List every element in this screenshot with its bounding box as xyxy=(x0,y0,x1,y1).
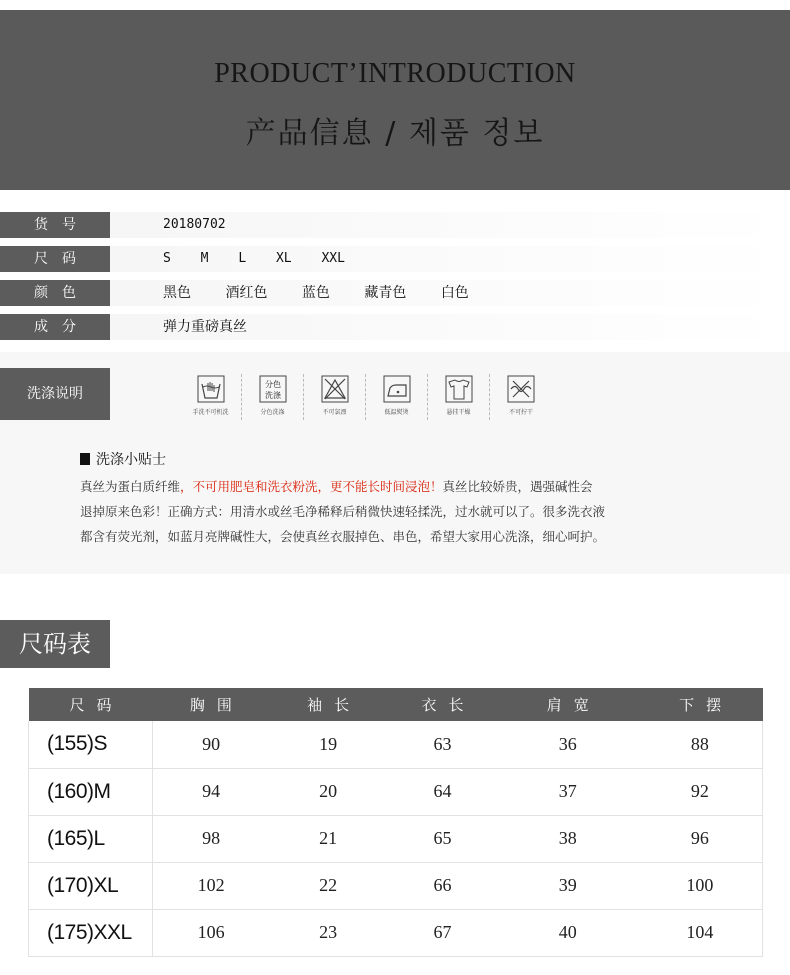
cell-sleeve: 19 xyxy=(269,721,387,768)
color-option: 藏青色 xyxy=(364,285,407,301)
cell-shoulder: 38 xyxy=(498,815,638,862)
no-bleach-icon xyxy=(320,374,350,404)
tips-title xyxy=(80,448,720,470)
size-chart-table xyxy=(28,688,763,957)
table-row xyxy=(29,815,763,862)
cell-length: 65 xyxy=(387,815,498,862)
cell-length: 63 xyxy=(387,721,498,768)
separate-wash-icon xyxy=(258,374,288,404)
cell-sleeve: 20 xyxy=(269,768,387,815)
header-hem: 下摆 xyxy=(638,688,763,721)
info-row-material xyxy=(0,314,790,340)
wash-icon-list xyxy=(180,374,552,420)
tips-body xyxy=(80,474,720,549)
size-label: 尺码 xyxy=(0,246,110,272)
item-no-value: 20180702 xyxy=(163,217,226,232)
color-option: 白色 xyxy=(440,285,469,301)
cell-shoulder: 39 xyxy=(498,862,638,909)
hang-dry-item xyxy=(428,374,490,420)
cell-length: 64 xyxy=(387,768,498,815)
cell-bust: 98 xyxy=(152,815,269,862)
info-row-item-no xyxy=(0,212,790,238)
cell-sleeve: 23 xyxy=(269,909,387,956)
banner-title-cn: 产品信息 / 제품 정보 xyxy=(245,116,545,151)
tips-warning: ，不可用肥皂和洗衣粉洗，更不能长时间浸泡！ xyxy=(180,479,443,494)
size-option: L xyxy=(238,251,247,266)
tips-text: 真丝比较娇贵，遇强碱性会 xyxy=(442,479,593,494)
cell-hem: 104 xyxy=(638,909,763,956)
size-values xyxy=(163,246,367,272)
color-option: 黑色 xyxy=(163,285,191,301)
cell-hem: 100 xyxy=(638,862,763,909)
wash-tips xyxy=(80,448,720,549)
color-option: 酒红色 xyxy=(225,285,268,301)
wash-label: 洗涤说明 xyxy=(0,368,110,420)
item-no-label: 货号 xyxy=(0,212,110,238)
cell-size: (175)XXL xyxy=(29,909,153,956)
table-row xyxy=(29,909,763,956)
no-bleach-item xyxy=(304,374,366,420)
separate-wash-item xyxy=(242,374,304,420)
cell-sleeve: 22 xyxy=(269,862,387,909)
table-row xyxy=(29,862,763,909)
low-iron-item xyxy=(366,374,428,420)
info-row-size xyxy=(0,246,790,272)
size-option: S xyxy=(163,251,171,266)
header-shoulder: 肩宽 xyxy=(498,688,638,721)
material-label: 成分 xyxy=(0,314,110,340)
color-label: 颜色 xyxy=(0,280,110,306)
size-option: XL xyxy=(275,251,292,266)
svg-text:分色: 分色 xyxy=(264,380,281,389)
cell-length: 67 xyxy=(387,909,498,956)
hang-dry-icon xyxy=(444,374,474,404)
no-wring-icon xyxy=(506,374,536,404)
tips-line-3: 都含有荧光剂，如蓝月亮牌碱性大，会使真丝衣服掉色、串色，希望大家用心洗涤，细心呵护。 xyxy=(80,529,606,544)
header-length: 衣长 xyxy=(387,688,498,721)
header-sleeve: 袖长 xyxy=(269,688,387,721)
cell-size: (165)L xyxy=(29,815,153,862)
square-bullet-icon xyxy=(80,453,90,465)
separate-wash-caption: 分色洗涤 xyxy=(260,409,285,416)
size-chart-title: 尺码表 xyxy=(0,620,110,668)
hand-wash-item xyxy=(180,374,242,420)
table-header-row xyxy=(29,688,763,721)
cell-bust: 90 xyxy=(152,721,269,768)
cell-bust: 94 xyxy=(152,768,269,815)
no-wring-caption: 不可拧干 xyxy=(508,409,533,416)
no-bleach-caption: 不可氯漂 xyxy=(322,409,347,416)
color-values xyxy=(163,280,499,306)
cell-shoulder: 40 xyxy=(498,909,638,956)
banner-title-en: PRODUCT’INTRODUCTION xyxy=(214,58,576,89)
cell-shoulder: 37 xyxy=(498,768,638,815)
tips-line-1 xyxy=(80,474,720,499)
cell-sleeve: 21 xyxy=(269,815,387,862)
cell-shoulder: 36 xyxy=(498,721,638,768)
header-bust: 胸围 xyxy=(152,688,269,721)
info-row-color xyxy=(0,280,790,306)
product-intro-banner xyxy=(0,10,790,190)
tips-text: 真丝为蛋白质纤维 xyxy=(80,479,181,494)
table-row xyxy=(29,721,763,768)
cell-size: (160)M xyxy=(29,768,153,815)
table-row xyxy=(29,768,763,815)
color-option: 蓝色 xyxy=(301,285,330,301)
low-iron-caption: 低温熨烫 xyxy=(384,409,409,416)
size-option: M xyxy=(200,251,209,266)
cell-hem: 96 xyxy=(638,815,763,862)
hand-wash-caption: 手洗不可机洗 xyxy=(192,409,229,416)
hang-dry-caption: 悬挂干燥 xyxy=(446,409,471,416)
material-value: 弹力重磅真丝 xyxy=(163,319,247,335)
wash-instructions xyxy=(0,352,790,574)
cell-size: (155)S xyxy=(29,721,153,768)
tips-title-text: 洗涤小贴士 xyxy=(96,452,166,468)
cell-hem: 88 xyxy=(638,721,763,768)
no-wring-item xyxy=(490,374,552,420)
hand-wash-icon xyxy=(196,374,226,404)
cell-length: 66 xyxy=(387,862,498,909)
cell-bust: 106 xyxy=(152,909,269,956)
header-size: 尺码 xyxy=(29,688,153,721)
svg-text:洗涤: 洗涤 xyxy=(264,391,281,400)
low-iron-icon xyxy=(382,374,412,404)
tips-line-2: 退掉原来色彩！正确方式：用清水或丝毛净稀释后稍微快速轻揉洗，过水就可以了。很多洗衣液 xyxy=(80,504,606,519)
cell-size: (170)XL xyxy=(29,862,153,909)
cell-bust: 102 xyxy=(152,862,269,909)
cell-hem: 92 xyxy=(638,768,763,815)
product-info xyxy=(0,212,790,342)
size-option: XXL xyxy=(321,251,345,266)
